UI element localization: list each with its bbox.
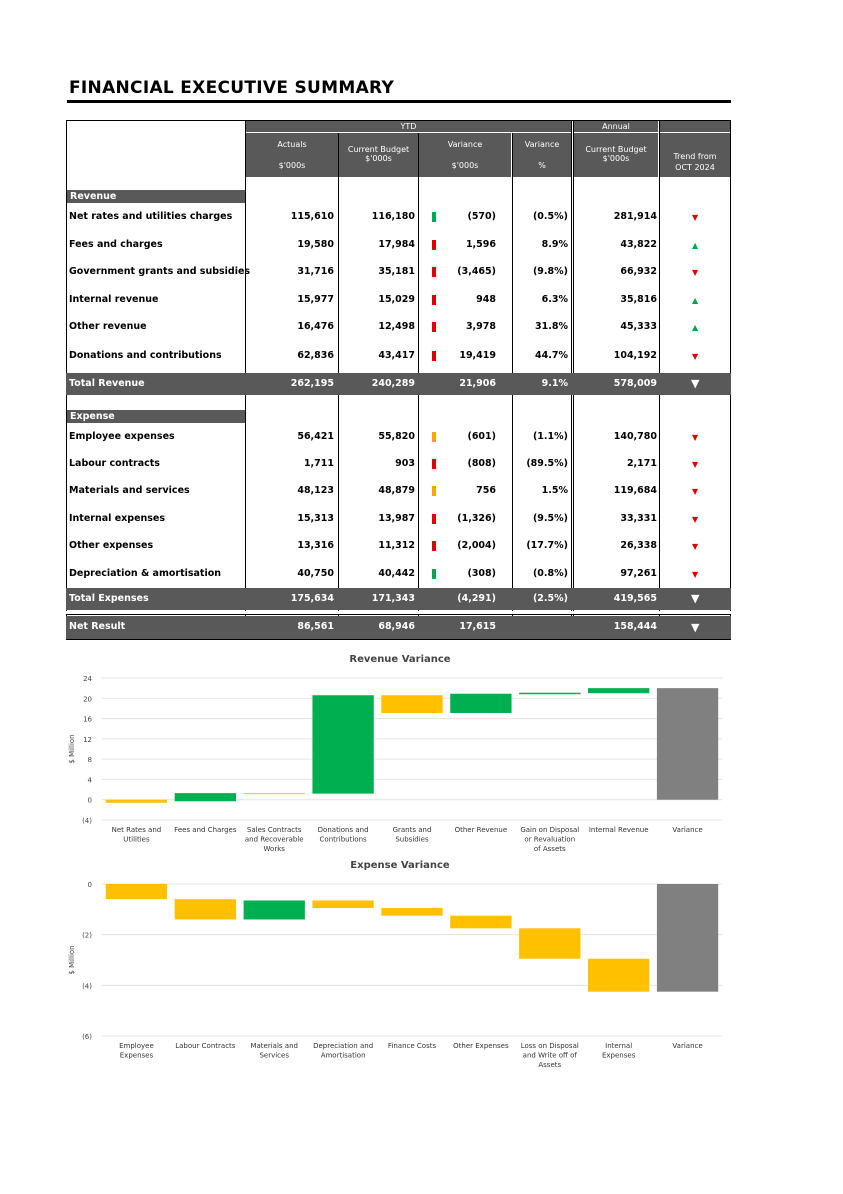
net-result-budget: 68,946: [378, 621, 415, 632]
revenue-row-actuals: 16,476: [297, 321, 334, 332]
expense-row-budget: 11,312: [378, 540, 415, 551]
col-budget-label: Current Budget: [347, 145, 410, 154]
y-tick-label: 0: [87, 881, 92, 889]
total-revenue-actuals: 262,195: [290, 378, 334, 389]
expense-row-annual: 97,261: [620, 568, 657, 579]
revenue-row-variance: (570): [467, 211, 496, 222]
x-tick-label: Gain on Disposal or Revaluation of Assets: [520, 826, 580, 853]
y-tick-label: (6): [82, 1033, 92, 1041]
col-budget-header: [339, 133, 418, 177]
trend-down-icon: ▼: [692, 352, 699, 361]
table-row: [66, 264, 731, 280]
expense-row-variance: (2,004): [457, 540, 496, 551]
x-tick-label: Fees and Charges: [174, 826, 237, 834]
y-tick-label: 8: [87, 756, 92, 765]
waterfall-bar: [175, 793, 236, 801]
revenue-row-budget: 12,498: [378, 321, 415, 332]
waterfall-bar: [106, 884, 167, 899]
net-result-actuals: 86,561: [297, 621, 334, 632]
title-underline: [67, 100, 731, 103]
expense-row-pct: (0.8%): [532, 568, 568, 579]
revenue-row-actuals: 31,716: [297, 266, 334, 277]
revenue-row-pct: 31.8%: [535, 321, 568, 332]
y-tick-label: (2): [82, 931, 92, 940]
expense-row-variance: (808): [467, 458, 496, 469]
col-annual-budget-header: [574, 133, 658, 177]
revenue-variance-chart: [60, 668, 730, 856]
total-revenue-row: [66, 373, 731, 395]
table-row: [66, 511, 731, 527]
waterfall-bar: [657, 884, 718, 992]
expense-row-pct: (1.1%): [532, 431, 568, 442]
expense-row-pct: (9.5%): [532, 513, 568, 524]
waterfall-bar: [244, 793, 305, 794]
trend-down-icon: ▼: [692, 268, 699, 277]
x-tick-label: Donations and Contributions: [317, 826, 369, 844]
revenue-row-actuals: 19,580: [297, 239, 334, 250]
x-tick-label: Net Rates and Utilities: [111, 826, 162, 844]
expense-row-label: Labour contracts: [69, 458, 160, 469]
revenue-row-label: Other revenue: [69, 321, 147, 332]
total-revenue-variance: 21,906: [459, 378, 496, 389]
col-actuals-unit: $'000s: [278, 161, 306, 170]
waterfall-bar: [519, 693, 580, 695]
trend-up-icon: ▲: [692, 241, 699, 250]
waterfall-bar: [519, 928, 580, 958]
x-tick-label: Internal Revenue: [588, 826, 649, 834]
expense-row-label: Other expenses: [69, 540, 154, 551]
revenue-row-budget: 116,180: [371, 211, 415, 222]
waterfall-bar: [312, 900, 373, 908]
expense-row-budget: 13,987: [378, 513, 415, 524]
table-row: [66, 348, 731, 364]
revenue-row-variance: (3,465): [457, 266, 496, 277]
col-variance-label: Variance: [447, 140, 483, 149]
summary-table: [66, 120, 731, 640]
waterfall-bar: [381, 695, 442, 713]
revenue-row-annual: 281,914: [613, 211, 657, 222]
waterfall-bar: [588, 688, 649, 693]
net-result-row: [66, 616, 731, 639]
trend-down-icon: ▼: [692, 433, 699, 442]
trend-up-icon: ▲: [692, 323, 699, 332]
expense-row-annual: 140,780: [613, 431, 657, 442]
y-axis-label: $ Million: [68, 945, 76, 975]
expense-row-budget: 40,442: [378, 568, 415, 579]
expense-row-budget: 55,820: [378, 431, 415, 442]
revenue-row-label: Donations and contributions: [69, 350, 222, 361]
y-tick-label: 24: [83, 675, 92, 683]
col-annual-budget-unit: $'000s: [602, 154, 630, 163]
x-tick-label: Loss on Disposal and Write off of Assets: [520, 1042, 579, 1069]
table-row: [66, 319, 731, 335]
col-trend-header: [660, 133, 730, 177]
y-tick-label: 4: [87, 776, 92, 785]
revenue-row-label: Fees and charges: [69, 239, 163, 250]
waterfall-bar: [588, 959, 649, 992]
page-title: FINANCIAL EXECUTIVE SUMMARY: [69, 78, 395, 98]
expense-row-budget: 903: [395, 458, 415, 469]
col-annual-budget-label: Current Budget: [585, 145, 647, 154]
revenue-row-pct: 6.3%: [541, 294, 568, 305]
trend-down-icon: ▼: [692, 460, 699, 469]
x-tick-label: Labour Contracts: [175, 1042, 236, 1050]
expense-row-pct: (17.7%): [526, 540, 568, 551]
expense-row-actuals: 48,123: [297, 485, 334, 496]
y-tick-label: (4): [82, 982, 92, 991]
trend-down-icon: ▼: [692, 542, 699, 551]
trend-down-icon: ▼: [692, 213, 699, 222]
x-tick-label: Finance Costs: [387, 1042, 437, 1050]
revenue-row-annual: 104,192: [613, 350, 657, 361]
waterfall-bar: [312, 695, 373, 793]
revenue-row-actuals: 62,836: [297, 350, 334, 361]
revenue-section-header: Revenue: [67, 190, 245, 203]
table-row: [66, 237, 731, 253]
net-result-label: Net Result: [69, 621, 126, 632]
col-variance-header: [419, 133, 511, 177]
revenue-row-annual: 35,816: [620, 294, 657, 305]
revenue-row-variance: 1,596: [465, 239, 496, 250]
waterfall-bar: [381, 908, 442, 916]
waterfall-bar: [244, 900, 305, 919]
col-actuals-header: [246, 133, 338, 177]
expense-row-label: Depreciation & amortisation: [69, 568, 222, 579]
x-tick-label: Variance: [672, 1042, 703, 1050]
expense-row-label: Internal expenses: [69, 513, 166, 524]
total-expenses-actuals: 175,634: [290, 593, 334, 604]
waterfall-bar: [450, 916, 511, 929]
x-tick-label: Materials and Services: [250, 1042, 298, 1060]
x-tick-label: Variance: [672, 826, 703, 834]
total-expenses-annual: 419,565: [613, 593, 657, 604]
total-expenses-pct: (2.5%): [532, 593, 568, 604]
total-revenue-label: Total Revenue: [69, 378, 145, 389]
expense-row-label: Materials and services: [69, 485, 190, 496]
trend-down-icon: ▼: [692, 487, 699, 496]
x-tick-label: Other Expenses: [453, 1042, 509, 1050]
expense-row-actuals: 13,316: [297, 540, 334, 551]
expense-row-actuals: 1,711: [303, 458, 334, 469]
expense-row-actuals: 56,421: [297, 431, 334, 442]
total-revenue-pct: 9.1%: [541, 378, 568, 389]
trend-group-header: [660, 121, 730, 132]
waterfall-bar: [657, 688, 718, 800]
table-row: [66, 292, 731, 308]
expense-row-annual: 26,338: [620, 540, 657, 551]
net-result-trend-icon: ▼: [691, 621, 700, 634]
total-expenses-label: Total Expenses: [69, 593, 149, 604]
total-revenue-trend-icon: ▼: [691, 377, 700, 390]
revenue-row-annual: 45,333: [620, 321, 657, 332]
revenue-row-label: Government grants and subsidies: [69, 266, 251, 277]
revenue-row-pct: 8.9%: [541, 239, 568, 250]
expense-row-annual: 119,684: [613, 485, 657, 496]
col-variance-unit: $'000s: [451, 161, 479, 170]
expense-section-header: Expense: [67, 410, 245, 423]
revenue-row-budget: 17,984: [378, 239, 415, 250]
x-tick-label: Grants and Subsidies: [392, 826, 432, 844]
expense-chart-title: Expense Variance: [350, 860, 450, 871]
revenue-row-variance: 19,419: [459, 350, 496, 361]
col-budget-unit: $'000s: [365, 154, 392, 163]
total-expenses-budget: 171,343: [371, 593, 415, 604]
revenue-chart-title: Revenue Variance: [349, 654, 451, 665]
total-revenue-annual: 578,009: [613, 378, 657, 389]
revenue-row-variance: 3,978: [465, 321, 496, 332]
expense-row-pct: (89.5%): [526, 458, 568, 469]
revenue-row-actuals: 15,977: [297, 294, 334, 305]
expense-row-pct: 1.5%: [541, 485, 568, 496]
x-tick-label: Depreciation and Amortisation: [313, 1042, 374, 1060]
waterfall-bar: [450, 694, 511, 713]
expense-row-label: Employee expenses: [69, 431, 175, 442]
x-tick-label: Other Revenue: [454, 826, 508, 834]
expense-row-variance: (601): [467, 431, 496, 442]
ytd-group-header: YTD: [246, 121, 571, 132]
revenue-row-budget: 15,029: [378, 294, 415, 305]
expense-row-variance: 756: [476, 485, 496, 496]
col-actuals-label: Actuals: [277, 140, 307, 149]
col-trend-label: Trend from OCT 2024: [673, 152, 717, 172]
table-row: [66, 483, 731, 499]
col-variance-pct-unit: %: [538, 161, 546, 170]
row-rule: [66, 614, 731, 615]
y-tick-label: 20: [83, 695, 92, 704]
net-result-variance: 17,615: [459, 621, 496, 632]
revenue-row-budget: 35,181: [378, 266, 415, 277]
trend-down-icon: ▼: [692, 570, 699, 579]
total-expenses-trend-icon: ▼: [691, 592, 700, 605]
expense-row-actuals: 40,750: [297, 568, 334, 579]
waterfall-bar: [106, 800, 167, 803]
table-row: [66, 456, 731, 472]
col-variance-pct-label: Variance: [524, 140, 560, 149]
expense-row-variance: (1,326): [457, 513, 496, 524]
expense-row-annual: 2,171: [626, 458, 657, 469]
annual-group-header: Annual: [574, 121, 658, 132]
revenue-row-label: Net rates and utilities charges: [69, 211, 233, 222]
revenue-row-actuals: 115,610: [290, 211, 334, 222]
table-row: [66, 566, 731, 582]
net-result-annual: 158,444: [613, 621, 657, 632]
y-tick-label: 0: [87, 796, 92, 805]
revenue-row-pct: 44.7%: [535, 350, 568, 361]
total-expenses-row: [66, 588, 731, 610]
revenue-row-annual: 66,932: [620, 266, 657, 277]
expense-row-budget: 48,879: [378, 485, 415, 496]
trend-down-icon: ▼: [692, 515, 699, 524]
expense-variance-chart: [60, 876, 730, 1076]
revenue-row-annual: 43,822: [620, 239, 657, 250]
col-variance-pct-header: [513, 133, 571, 177]
y-tick-label: (4): [82, 817, 92, 825]
x-tick-label: Internal Expenses: [601, 1042, 636, 1060]
x-tick-label: Sales Contracts and Recoverable Works: [244, 826, 304, 853]
x-tick-label: Employee Expenses: [119, 1042, 154, 1060]
revenue-row-variance: 948: [476, 294, 496, 305]
waterfall-bar: [175, 899, 236, 919]
total-expenses-variance: (4,291): [457, 593, 496, 604]
total-revenue-budget: 240,289: [371, 378, 415, 389]
y-tick-label: 12: [83, 735, 92, 744]
expense-row-annual: 33,331: [620, 513, 657, 524]
revenue-row-budget: 43,417: [378, 350, 415, 361]
revenue-row-pct: (0.5%): [532, 211, 568, 222]
y-tick-label: 16: [83, 715, 92, 724]
revenue-row-pct: (9.8%): [532, 266, 568, 277]
revenue-row-label: Internal revenue: [69, 294, 159, 305]
table-row: [66, 429, 731, 445]
table-row: [66, 538, 731, 554]
expense-row-actuals: 15,313: [297, 513, 334, 524]
trend-up-icon: ▲: [692, 296, 699, 305]
y-axis-label: $ Million: [68, 734, 76, 764]
table-row: [66, 209, 731, 225]
expense-row-variance: (308): [467, 568, 496, 579]
